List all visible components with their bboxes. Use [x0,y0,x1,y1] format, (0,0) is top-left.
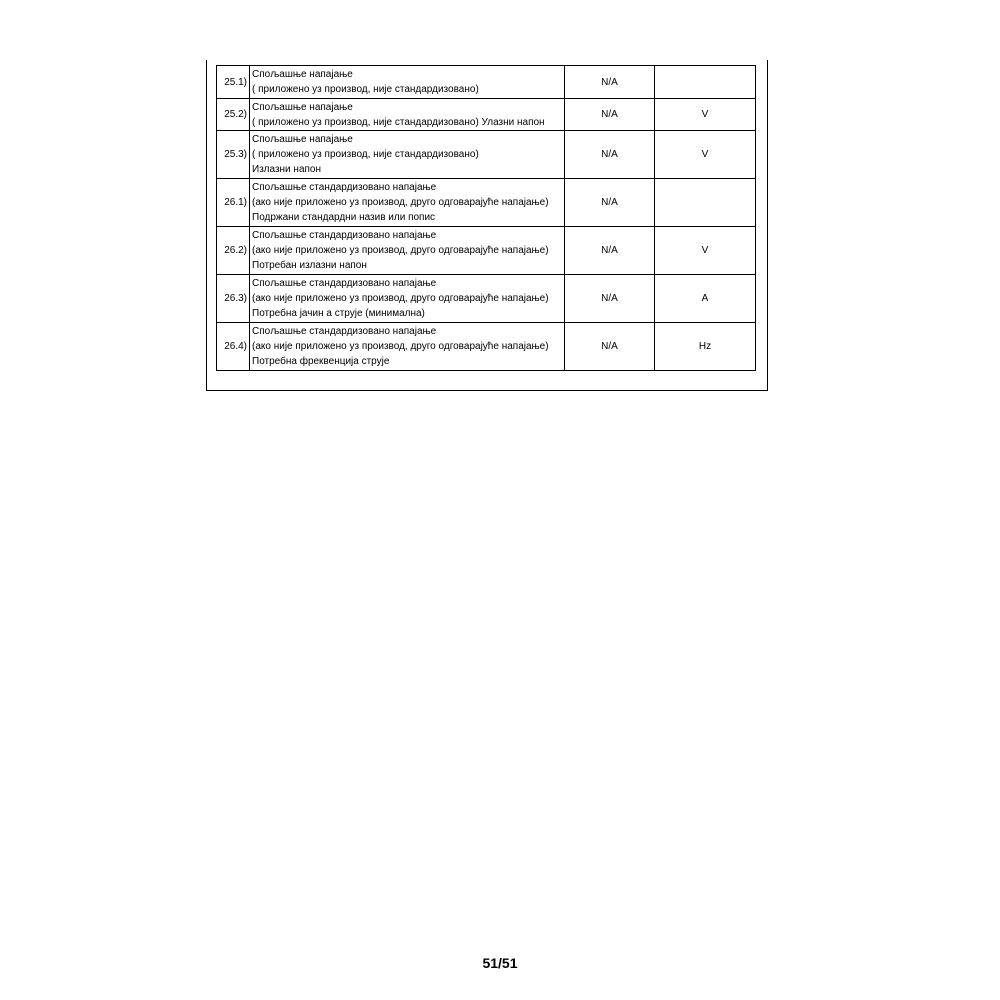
description-line: (ако није приложено уз производ, друго одговарајуће напајање) [252,341,549,352]
description-line: Спољашње напајање [252,134,353,145]
description-line: (ако није приложено уз производ, друго одговарајуће напајање) [252,245,549,256]
description-line: ( приложено уз производ, није стандардизовано) [252,84,479,95]
description-line: ( приложено уз производ, није стандардизовано) Улазни напон [252,116,545,128]
row-number: 26.2) [217,227,250,275]
description-line: ( приложено уз производ, није стандардизовано) [252,149,479,160]
page-number: 51/51 [482,955,518,971]
description-line: Спољашње стандардизовано напајање [252,230,437,241]
row-number: 26.1) [217,179,250,227]
description-line: Излазни напон [252,164,321,175]
row-value: N/A [565,66,655,99]
description-line: Спољашње стандардизовано напајање [252,182,437,193]
row-description [250,227,565,275]
row-value: N/A [565,275,655,323]
row-description [250,99,565,131]
row-unit: V [655,99,756,131]
table-row [217,323,756,371]
row-value: N/A [565,131,655,179]
description-line: Спољашње стандардизовано напајање [252,326,437,337]
row-description [250,275,565,323]
row-value: N/A [565,99,655,131]
row-description [250,323,565,371]
description-line: Спољашње напајање [252,101,353,113]
table-row [217,275,756,323]
row-unit: V [655,227,756,275]
row-number: 25.3) [217,131,250,179]
table-row [217,227,756,275]
row-value: N/A [565,179,655,227]
description-line: (ако није приложено уз производ, друго одговарајуће напајање) [252,197,549,208]
table-row [217,179,756,227]
row-unit: A [655,275,756,323]
description-line: Спољашње стандардизовано напајање [252,278,437,289]
row-unit [655,179,756,227]
spec-table [216,65,756,371]
row-number: 25.1) [217,66,250,99]
row-description [250,131,565,179]
description-line: Подржани стандардни назив или попис [252,212,436,223]
description-line: Потребна фреквенција струје [252,356,390,367]
table-row [217,131,756,179]
row-description [250,66,565,99]
description-line: Спољашње напајање [252,69,353,80]
row-description [250,179,565,227]
row-number: 25.2) [217,99,250,131]
row-unit: Hz [655,323,756,371]
row-value: N/A [565,323,655,371]
row-number: 26.3) [217,275,250,323]
table-row [217,99,756,131]
row-unit [655,66,756,99]
row-value: N/A [565,227,655,275]
description-line: Потребна јачин а струје (минимална) [252,308,425,319]
row-unit: V [655,131,756,179]
row-number: 26.4) [217,323,250,371]
description-line: (ако није приложено уз производ, друго одговарајуће напајање) [252,293,549,304]
table-row [217,66,756,99]
description-line: Потребан излазни напон [252,260,367,271]
